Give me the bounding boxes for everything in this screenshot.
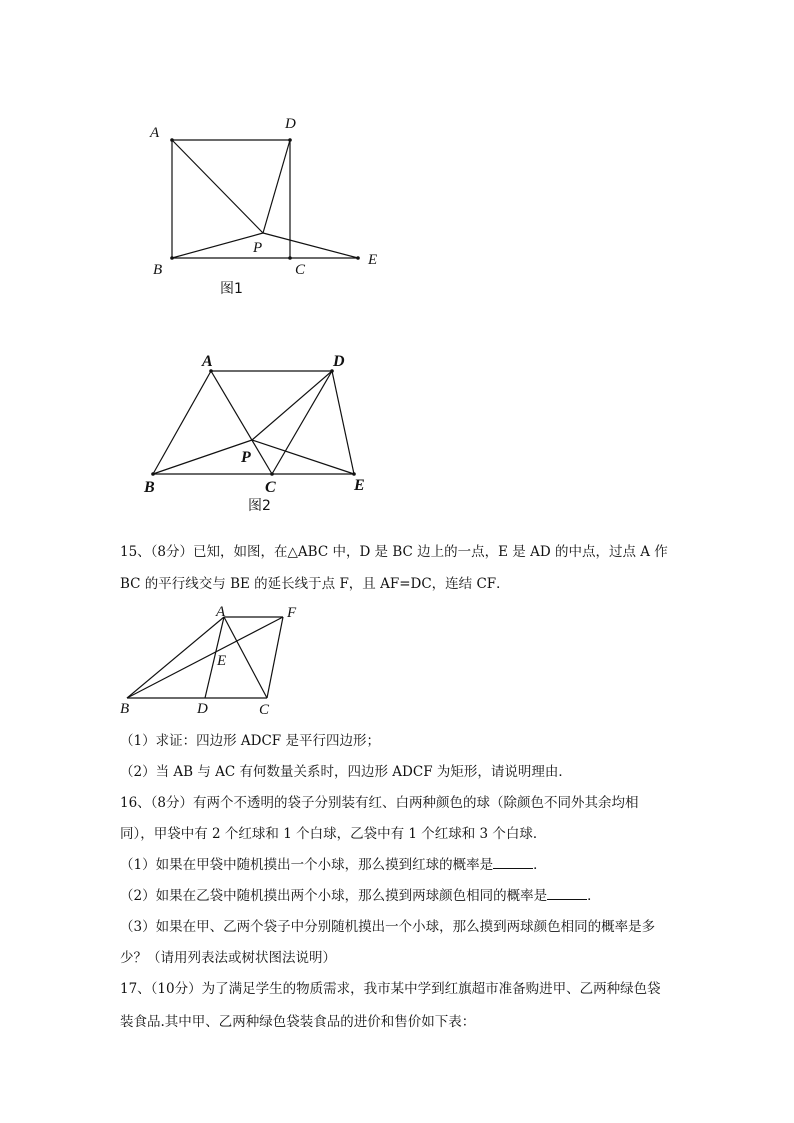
fig2-label-b: B <box>144 479 155 496</box>
q15-stem-line2: BC 的平行线交与 BE 的延长线于点 F，且 AF=DC，连结 CF． <box>120 576 510 592</box>
fig3-label-c: C <box>259 702 270 718</box>
fig3-label-e: E <box>217 653 227 669</box>
fig1-label-d: D <box>285 116 296 132</box>
q15-part2: （2）当 AB 与 AC 有何数量关系时，四边形 ADCF 为矩形，请说明理由． <box>120 764 572 780</box>
fig2-label-d: D <box>333 353 345 370</box>
fig1-label-c: C <box>295 262 306 278</box>
q16-part3-line2: 少？（请用列表法或树状图法说明） <box>120 950 336 966</box>
fig1-label-p: P <box>253 240 263 256</box>
q17-stem-line1: 17、（10分）为了满足学生的物质需求，我市某中学到红旗超市准备购进甲、乙两种绿色袋 <box>120 981 661 997</box>
figure-2 <box>143 353 365 514</box>
q16-part1 <box>120 853 547 873</box>
fig3-label-b: B <box>120 701 130 717</box>
fig3-label-d: D <box>197 701 208 717</box>
q16-part2-end: ． <box>587 888 601 904</box>
q15-part1: （1）求证：四边形 ADCF 是平行四边形； <box>120 733 380 749</box>
q16-part1-text: （1）如果在甲袋中随机摸出一个小球，那么摸到红球的概率是 <box>120 857 494 873</box>
figure-1 <box>149 116 377 297</box>
fig2-label-c: C <box>265 479 276 496</box>
q16-part2 <box>120 884 601 904</box>
q16-part3-line1: （3）如果在甲、乙两个袋子中分别随机摸出一个小球，那么摸到两球颜色相同的概率是多 <box>120 919 656 935</box>
fig1-label-e: E <box>368 252 378 268</box>
figure-3 <box>120 604 297 718</box>
fig1-label-a: A <box>150 125 160 141</box>
fig1-caption: 图1 <box>220 281 243 297</box>
fig2-label-p: P <box>241 449 251 466</box>
fig2-label-e: E <box>354 477 365 494</box>
q16-part1-end: ． <box>533 857 547 873</box>
fig2-label-a: A <box>202 353 213 370</box>
fig2-caption: 图2 <box>248 498 271 514</box>
q15-stem-line1: 15、（8分）已知，如图，在△ABC 中，D 是 BC 边上的一点，E 是 AD 的中点，过点 A 作 <box>120 544 668 560</box>
fig3-label-a: A <box>216 604 226 620</box>
fig3-label-f: F <box>287 605 297 621</box>
q16-stem-line2: 同），甲袋中有 2 个红球和 1 个白球，乙袋中有 1 个红球和 3 个白球． <box>120 826 547 842</box>
q16-part2-text: （2）如果在乙袋中随机摸出两个小球，那么摸到两球颜色相同的概率是 <box>120 888 548 904</box>
answer-blank[interactable] <box>493 856 533 869</box>
answer-blank[interactable] <box>547 887 587 900</box>
q16-stem-line1: 16、（8分）有两个不透明的袋子分别装有红、白两种颜色的球（除颜色不同外其余均相 <box>120 795 639 811</box>
fig1-label-b: B <box>153 262 163 278</box>
q17-stem-line2: 装食品.其中甲、乙两种绿色袋装食品的进价和售价如下表： <box>120 1014 476 1030</box>
